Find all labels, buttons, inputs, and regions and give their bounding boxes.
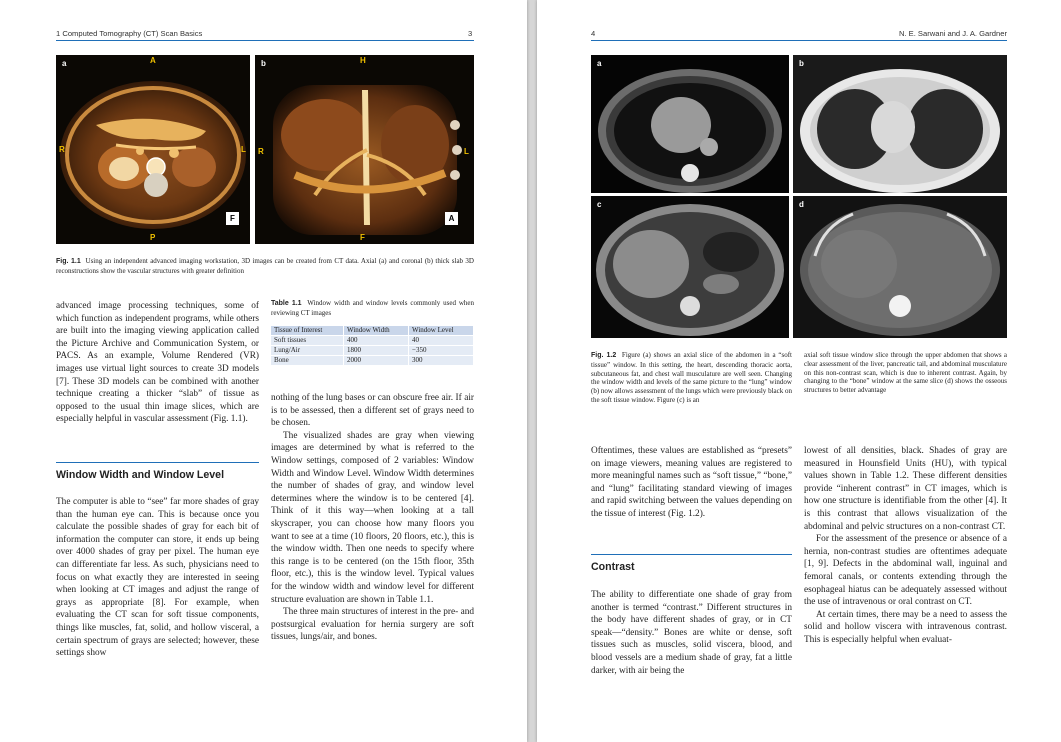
table-row [271,336,474,346]
orientation-bottom: F [360,233,365,242]
section-heading-contrast: Contrast [591,561,635,573]
header-rule [591,40,1007,41]
header-rule [56,40,474,41]
caption-text: axial soft tissue window slice through the upper abdomen that shows a clear assessment of the liver, pancreatic tail, and abdominal musculature on this non-contrast scan, which is due to inherent contrast. Again, by changing to the “bone” window at the same slice (d) shows the osseous structures to better advantage [804,351,1007,395]
left-page [0,0,527,742]
table-caption-text: Window width and window levels commonly used when reviewing CT images [271,299,474,317]
figure-1-2-panel-d [793,196,1007,338]
figure-1-2-panel-a [591,55,789,193]
orientation-right: L [241,145,246,154]
panel-letter: d [799,200,804,209]
ct-3d-axial-image [56,55,250,244]
figure-1-2-caption-right [804,351,1007,395]
caption-label: Fig. 1.1 [56,258,81,265]
page-number: 4 [591,29,596,38]
right-col2-text [804,445,1007,647]
paragraph: nothing of the lung bases or can obscure free air. If air is to be assessed, then a different set of grays need to be chosen. [271,393,474,429]
section-heading-window: Window Width and Window Level [56,469,225,481]
panel-letter: b [261,59,266,68]
paragraph: The computer is able to “see” far more shades of gray than the human eye can. This is because once you calculate the possible shades of gray for each bit of information the computer can store, it ends up being over 4000 shades of gray per pixel. The human eye can differentiate far less. As such, physicians need to focus on what exactly they are interested in seeing when looking at CT images and adjust the range of grays as appropriate [8]. For example, when evaluating the CT scan for soft tissue components, things like muscles, fat, solid, and hollow visceral, a certain spectrum of grays are selected; however, these settings show [56,497,259,659]
paragraph: At certain times, there may be a need to assess the solid and hollow viscera with intravenous contrast. This is especially helpful when evaluat- [804,609,1007,645]
table-cell: 2000 [344,356,409,366]
ct-bone-window-image [793,196,1007,338]
figure-1-1-caption [56,257,474,276]
orientation-top: H [360,56,366,65]
paragraph: The three main structures of interest in the pre- and postsurgical evaluation for hernia surgery are soft tissues, lungs/air, and bones. [271,607,474,643]
table-row [271,356,474,366]
paragraph: For the assessment of the presence or absence of a hernia, non-contrast studies are oftentimes adequate [1, 9]. Defects in the abdominal wall, inguinal and femoral canals, or contents extending through the esophageal hiatus can be adequately assessed without the use of intravenous or oral contrast on CT. [804,534,1007,608]
table-row [271,346,474,356]
figure-1-2-panel-c [591,196,789,338]
table-cell: Bone [271,356,344,366]
panel-letter: b [799,59,804,68]
paragraph: advanced image processing techniques, some of which function as independent programs, while others are built into the imaging viewing application called the Picture Archive and Communication System, or PACS. As an example, Volume Rendered (VR) images use virtual light sources to create 3D models [7]. These 3D models can be combined with another technique creating a thicker “slab” of tissue as opposed to the usual thin image slices, which are especially helpful in vascular assessment (Fig. 1.1). [56,301,259,425]
running-header-chapter: 1 Computed Tomography (CT) Scan Basics [56,29,203,38]
table-1-1-caption [271,299,474,318]
table-header: Window Width [344,326,409,336]
panel-letter: c [597,200,602,209]
section-rule [591,554,792,555]
table-cell: 40 [409,336,474,346]
paragraph: lowest of all densities, black. Shades of gray are measured in Hounsfield Units (HU), with typical values shown in Table 1.2. These different densities provide “inherent contrast” in CT images, which is how one structure is identifiable from the other [4]. It is this contrast that allows visualization of the abdominal and pelvic structures on a non-contrast CT. [804,446,1007,532]
right-col1-para1 [591,445,792,521]
figure-1-1-panel-a [56,55,250,244]
table-cell: 1800 [344,346,409,356]
section-rule [56,462,259,463]
caption-text: Figure (a) shows an axial slice of the abdomen in a “soft tissue” window. In this setting, the heart, descending thoracic aorta, subcutaneous fat, and chest wall musculature are well seen. Changing the window width and levels of the same picture to the “lung” window (b) now allows assessment of the lungs which were previously black on the soft tissue window. Figure (c) is an [591,351,793,404]
orientation-right: L [464,147,469,156]
ct-lung-window-image [793,55,1007,193]
orientation-left: R [59,145,65,154]
orientation-badge: F [226,212,239,225]
left-col1-para2 [56,496,259,660]
orientation-bottom: P [150,233,156,242]
table-cell: Lung/Air [271,346,344,356]
ct-3d-coronal-image [255,55,474,244]
table-cell: 400 [344,336,409,346]
ct-soft-tissue-chest-image [591,55,789,193]
caption-text: Using an independent advanced imaging workstation, 3D images can be created from CT data. Axial (a) and coronal (b) thick slab 3D reconstructions show the vascular structures with greater definition [56,257,474,275]
table-header: Tissue of Interest [271,326,344,336]
table-cell: 300 [409,356,474,366]
page-number: 3 [468,29,473,38]
paragraph: Oftentimes, these values are established as “presets” on image viewers, meaning values are registered to more meaningful names such as “soft tissue,” “bone,” and “lung” facilitating standard viewing of images and rapid switching between the values depending on the tissue of interest (Fig. 1.2). [591,446,792,519]
caption-label: Fig. 1.2 [591,352,617,359]
left-col1-para1 [56,300,259,426]
paragraph: The visualized shades are gray when viewing images are determined by what is referred to the Window settings, composed of 2 variables: Window Width and Window Level. Window Width determines the number of shades of gray, and window level determines where the window is to be centered [4]. Think of it this way—when looking at a tall skyscraper, you can choose how many floors you want to see at a time (10 floors, 20 floors, etc.), this is the window width. Then one needs to specify where this range is to be centered (on the 15th floor, 35th floor, etc.), this is the window level. Typical values for the window width and window level for different structure evaluation are shown in Table 1.1. [271,430,474,605]
panel-letter: a [597,59,602,68]
paragraph: The ability to differentiate one shade of gray from another is termed “contrast.” Different structures in the body have different shades of gray, or in CT speak—“density.” Bones are white or dense, soft tissues such as muscles, solid viscera, blood, and blood vessels are a medium shade of gray, fat a little darker, with air being the [591,590,792,676]
panel-letter: a [62,59,67,68]
table-header: Window Level [409,326,474,336]
figure-1-1-panel-b [255,55,474,244]
ct-soft-tissue-abdomen-image [591,196,789,338]
orientation-left: R [258,147,264,156]
figure-1-2-panel-b [793,55,1007,193]
right-col1-para2 [591,589,792,677]
right-page [537,0,1061,742]
table-1-1 [270,325,474,366]
left-col2-text [271,392,474,644]
orientation-badge: A [445,212,458,225]
table-label: Table 1.1 [271,300,302,307]
running-header-authors: N. E. Sarwani and J. A. Gardner [898,29,1007,38]
table-cell: Soft tissues [271,336,344,346]
table-header-row [271,326,474,336]
table-cell: −350 [409,346,474,356]
orientation-top: A [150,56,156,65]
figure-1-2-caption-left [591,351,792,405]
